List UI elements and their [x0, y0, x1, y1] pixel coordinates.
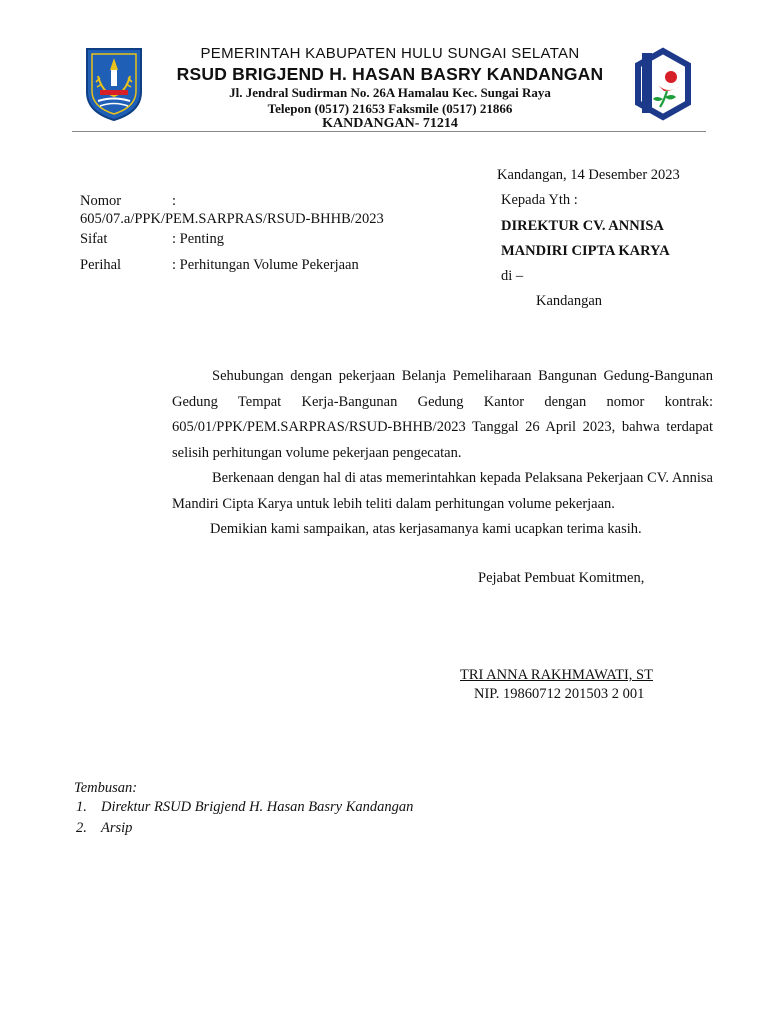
recipient-salutation: Kepada Yth : — [501, 192, 578, 208]
tembusan-list — [76, 797, 413, 839]
letterhead-government: PEMERINTAH KABUPATEN HULU SUNGAI SELATAN — [200, 45, 580, 62]
regency-emblem-icon — [84, 46, 144, 122]
sifat-value: : Penting — [172, 231, 224, 247]
letterhead-city: KANDANGAN- 71214 — [322, 116, 458, 131]
list-item: 1. Direktur RSUD Brigjend H. Hasan Basry Kandangan — [76, 799, 414, 815]
nomor-value: 605/07.a/PPK/PEM.SARPRAS/RSUD-BHHB/2023 — [80, 211, 384, 227]
perihal-value: : Perhitungan Volume Pekerjaan — [172, 257, 359, 273]
hospital-logo-icon — [634, 47, 692, 121]
recipient-name-line1: DIREKTUR CV. ANNISA — [501, 218, 664, 234]
perihal-label: Perihal — [80, 257, 122, 273]
signature-title: Pejabat Pembuat Komitmen, — [478, 570, 645, 586]
letterhead-address: Jl. Jendral Sudirman No. 26A Hamalau Kec. Sungai Raya — [229, 85, 551, 100]
recipient-city: Kandangan — [536, 293, 603, 309]
recipient-di: di – — [501, 268, 524, 284]
letterhead-divider — [72, 131, 706, 132]
letter-body — [172, 364, 713, 543]
nomor-label: Nomor — [80, 193, 122, 209]
letterhead-phone: Telepon (0517) 21653 Faksmile (0517) 21866 — [267, 101, 513, 116]
body-paragraph-2: Berkenaan dengan hal di atas memerintahkan kepada Pelaksana Pekerjaan CV. Annisa Mandiri Cipta Karya untuk lebih teliti dalam perhitungan volume pekerjaan. — [172, 470, 713, 512]
signature-name: TRI ANNA RAKHMAWATI, ST — [460, 667, 653, 683]
recipient-name-line2: MANDIRI CIPTA KARYA — [501, 243, 670, 259]
body-paragraph-1: Sehubungan dengan pekerjaan Belanja Pemeliharaan Bangunan Gedung-Bangunan Gedung Tempat Kerja-Bangunan Gedung Kantor dengan nomor kontrak: 605/01/PPK/PEM.SARPRAS/RSUD-BHHB/2023 Tanggal 26 April 2023, bahwa terdapat selisih perhitungan volume pekerjaan pengecatan. — [172, 368, 713, 461]
sifat-label: Sifat — [80, 231, 108, 247]
body-paragraph-3: Demikian kami sampaikan, atas kerjasamanya kami ucapkan terima kasih. — [210, 521, 642, 537]
list-item: 2. Arsip — [76, 820, 133, 836]
letterhead-institution: RSUD BRIGJEND H. HASAN BASRY KANDANGAN — [176, 64, 604, 84]
letter-date: Kandangan, 14 Desember 2023 — [497, 167, 680, 183]
nomor-colon: : — [172, 193, 177, 209]
signature-nip: NIP. 19860712 201503 2 001 — [474, 686, 645, 702]
tembusan-label: Tembusan: — [74, 780, 138, 796]
